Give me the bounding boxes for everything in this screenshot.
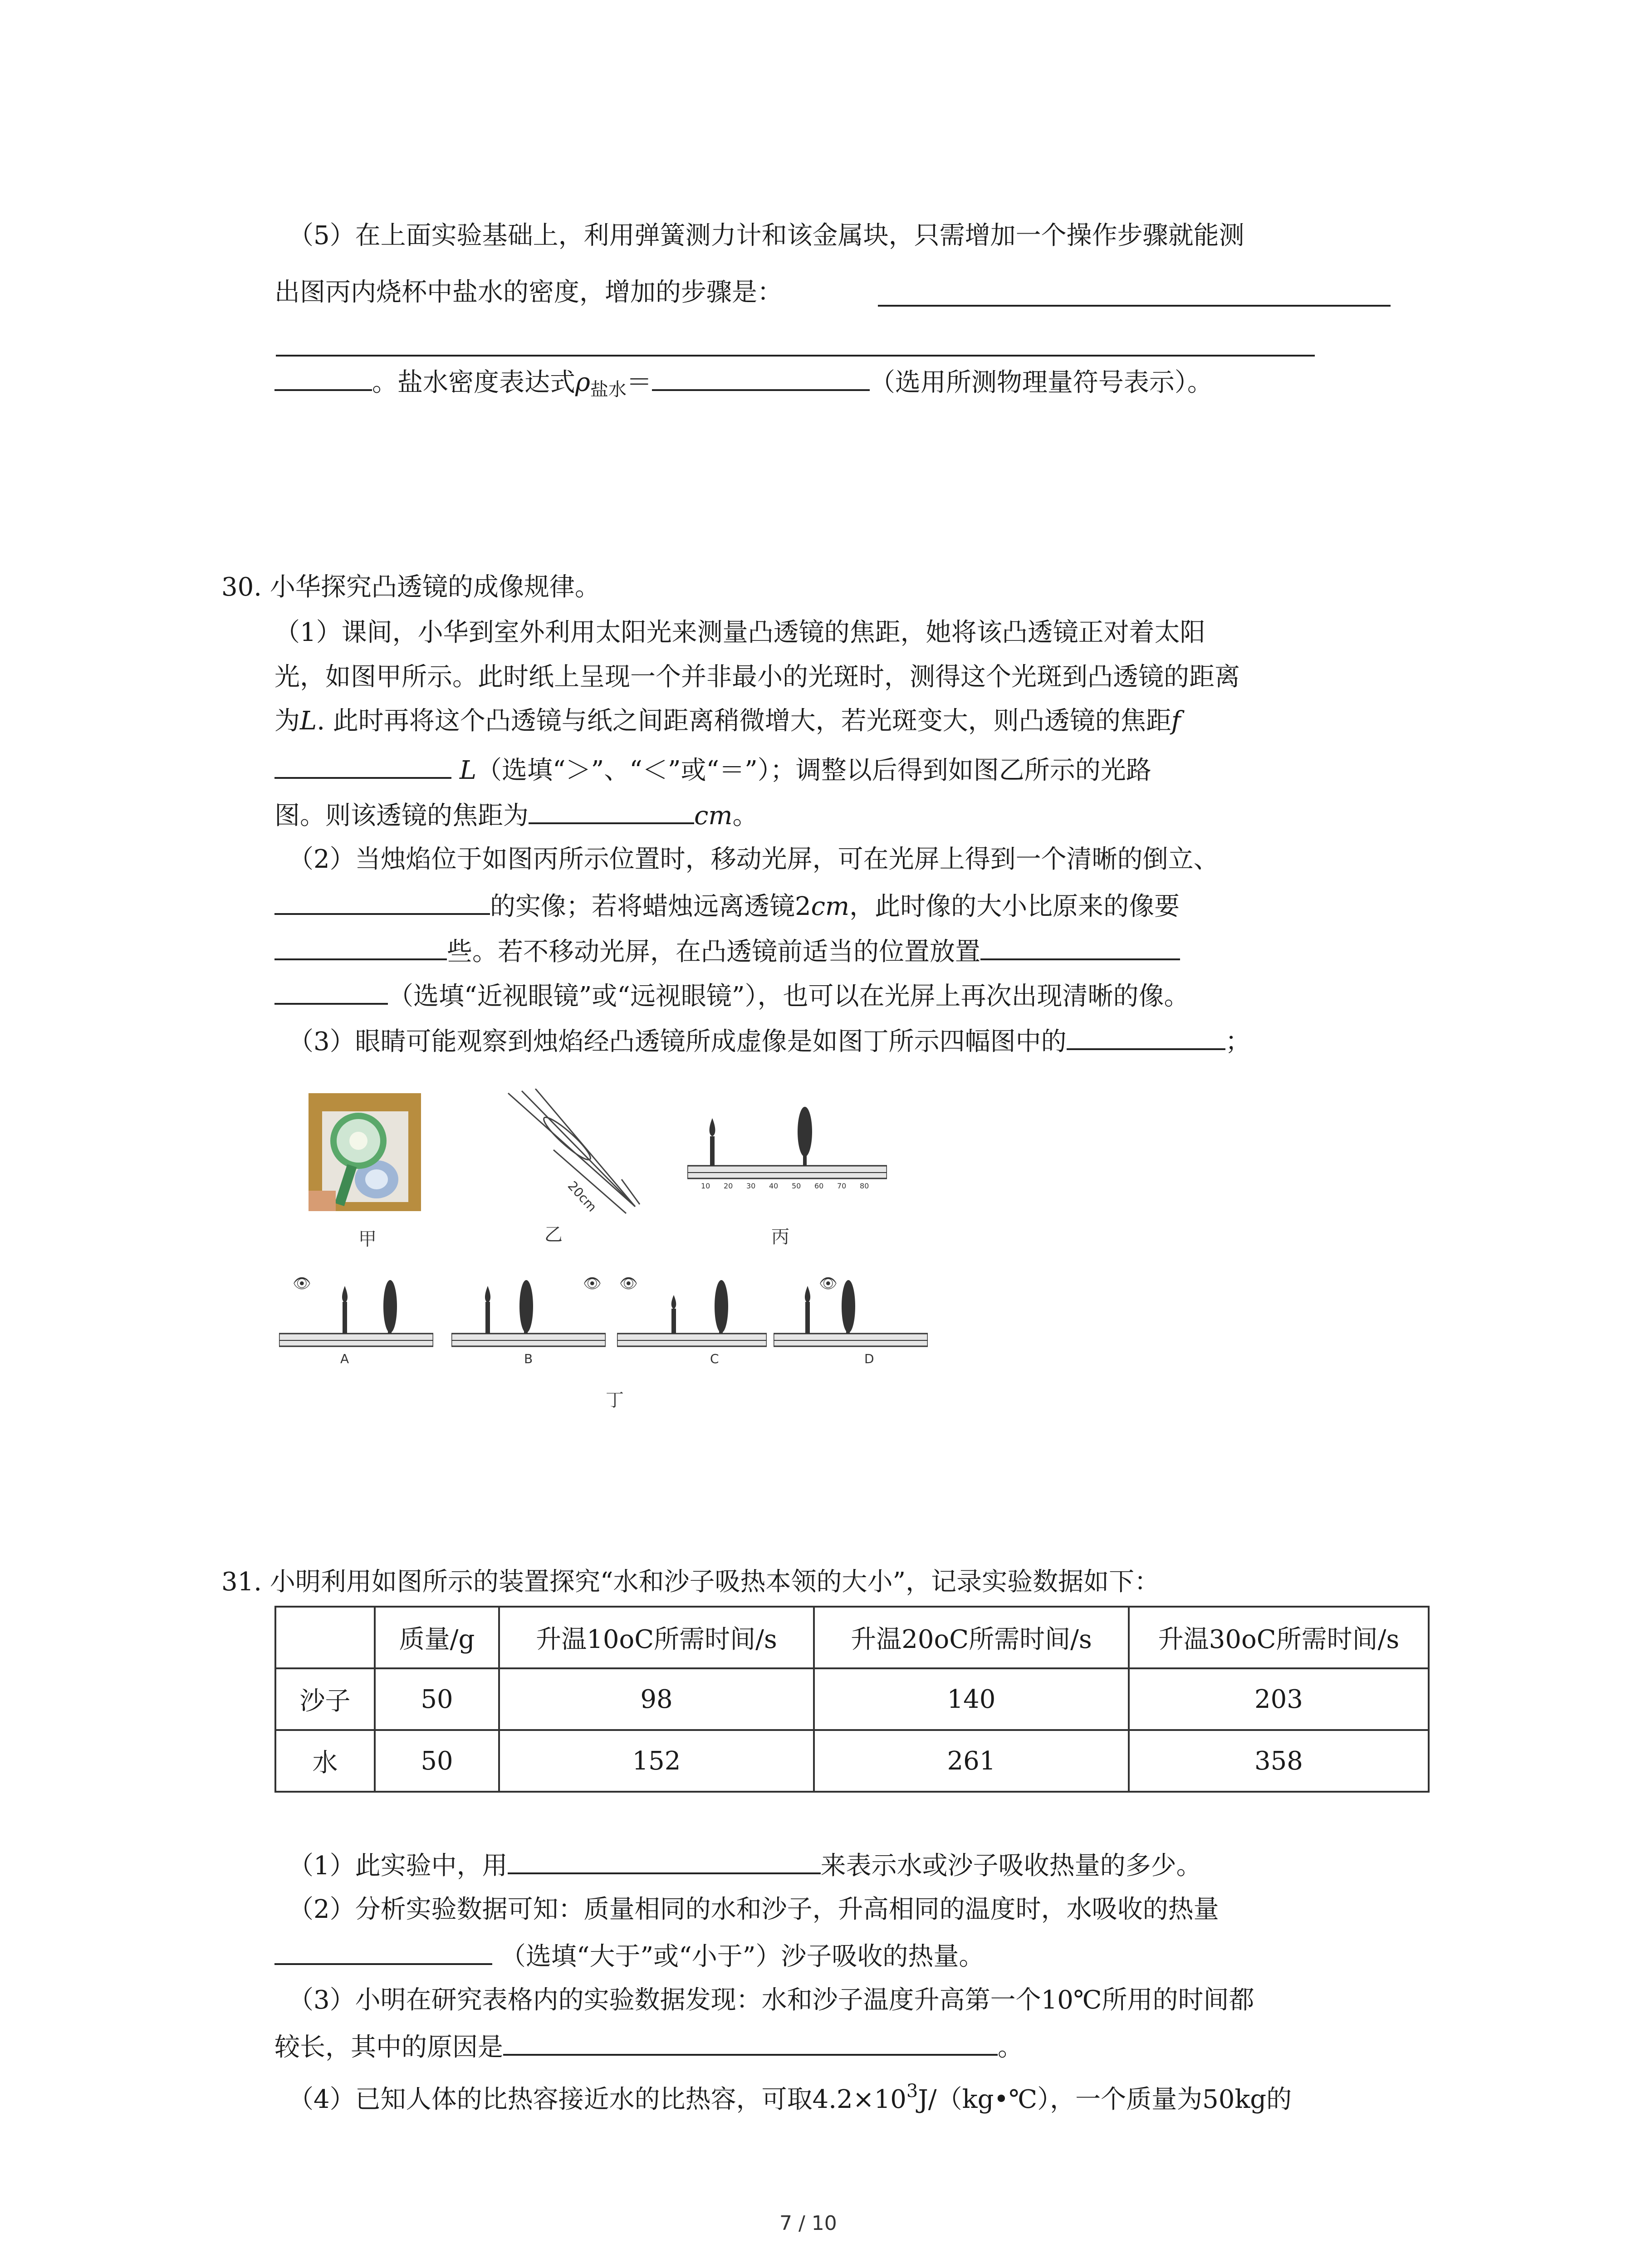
figure-ding-option-a: [279, 1266, 433, 1367]
answer-blank[interactable]: [274, 1937, 492, 1965]
q30-text: 为: [274, 706, 300, 736]
q30-p2-line1: （2）当烛焰位于如图丙所示位置时，移动光屏，可在光屏上得到一个清晰的倒立、: [288, 845, 1219, 874]
q30-p3-line1: [288, 1022, 1251, 1060]
q29-5-line1: （5）在上面实验基础上，利用弹簧测力计和该金属块，只需增加一个操作步骤就能测: [288, 221, 1244, 250]
q31-p2-line2: [274, 1937, 984, 1975]
ruler-tick-label: 50: [792, 1182, 801, 1190]
answer-blank[interactable]: [1067, 1022, 1225, 1050]
q30-p1-line1: （1）课间，小华到室外利用太阳光来测量凸透镜的焦距，她将该凸透镜正对着太阳: [274, 618, 1205, 647]
figure-ding-option-b: [451, 1266, 606, 1367]
symbol-L: L: [300, 706, 317, 736]
q30-p1-line4: [274, 751, 1151, 789]
table-cell: 358: [1129, 1730, 1429, 1792]
page-number: 7 / 10: [779, 2212, 837, 2235]
table-cell: 50: [375, 1730, 499, 1792]
answer-blank[interactable]: [878, 305, 1391, 307]
symbol-f: f: [1171, 706, 1181, 736]
lens-photo-illustration: [309, 1093, 421, 1211]
q31-p3-line1: （3）小明在研究表格内的实验数据发现：水和沙子温度升高第一个10℃所用的时间都: [288, 1985, 1254, 2015]
q30-text: ；: [1225, 1027, 1251, 1056]
q30-text: 图。则该透镜的焦距为: [274, 801, 529, 831]
table-header-cell: 升温30oC所需时间/s: [1129, 1607, 1429, 1668]
table-cell: 203: [1129, 1668, 1429, 1730]
figure-ding-option-c: [617, 1266, 767, 1367]
ruler-tick-label: 20: [724, 1182, 733, 1190]
q29-5-line3: [274, 363, 1213, 408]
table-cell: 水: [275, 1730, 375, 1792]
q30-p1-line3: [274, 703, 1181, 739]
table-cell: 50: [375, 1668, 499, 1730]
q31-text: 较长，其中的原因是: [274, 2033, 503, 2062]
answer-blank[interactable]: [503, 2028, 998, 2056]
table-row: [275, 1730, 1429, 1792]
rho-subscript: 盐水: [590, 379, 627, 400]
answer-blank[interactable]: [274, 977, 388, 1005]
q31-text: （4）已知人体的比热容接近水的比热容，可取4.2×10: [288, 2085, 906, 2114]
q31-p2-line1: （2）分析实验数据可知：质量相同的水和沙子，升高相同的温度时，水吸收的热量: [288, 1895, 1219, 1924]
table-header-cell: [275, 1607, 375, 1668]
symbol-L: L: [459, 756, 476, 785]
q29-5-text-end: （选用所测物理量符号表示）。: [869, 368, 1213, 397]
q29-5-line2-text: 出图丙内烧杯中盐水的密度，增加的步骤是：: [274, 278, 783, 307]
table-cell: 261: [814, 1730, 1129, 1792]
option-c-label: C: [710, 1351, 719, 1365]
q31-p4: [288, 2073, 1292, 2118]
answer-blank[interactable]: [980, 932, 1180, 960]
q30-p1-line2: 光，如图甲所示。此时纸上呈现一个并非最小的光斑时，测得这个光斑到凸透镜的距离: [274, 662, 1240, 692]
figure-jia-caption: 甲: [358, 1229, 377, 1250]
figure-ding-caption: 丁: [606, 1390, 624, 1411]
q31-title: 31. 小明利用如图所示的装置探究“水和沙子吸热本领的大小”，记录实验数据如下：: [221, 1567, 1160, 1597]
figure-jia-photo: [309, 1093, 421, 1211]
option-a-label: A: [340, 1351, 349, 1365]
figure-yi-ray-diagram: [499, 1089, 653, 1222]
figure-bing-optical-bench: [687, 1098, 887, 1195]
answer-blank[interactable]: [274, 932, 447, 960]
answer-blank[interactable]: [276, 355, 1315, 357]
figure-bing-caption: 丙: [771, 1227, 789, 1247]
unit-cm: cm: [694, 801, 733, 831]
unit-cm: cm: [811, 892, 850, 921]
q30-text: 。: [732, 801, 758, 831]
ruler-tick-label: 40: [769, 1182, 779, 1190]
answer-blank[interactable]: [652, 363, 870, 391]
equals-sign: ＝: [626, 368, 652, 397]
table-cell: 140: [814, 1668, 1129, 1730]
answer-blank[interactable]: [529, 796, 694, 824]
experiment-data-table: [274, 1606, 1430, 1793]
table-header-cell: 升温20oC所需时间/s: [814, 1607, 1129, 1668]
table-header-cell: 质量/g: [375, 1607, 499, 1668]
q30-p2-line4: [274, 977, 1190, 1015]
option-d-label: D: [864, 1351, 874, 1365]
ruler-tick-label: 10: [701, 1182, 710, 1190]
eye-icon: 👁: [583, 1275, 602, 1292]
q30-p2-line3: [274, 932, 1180, 970]
q30-text: （选填“近视眼镜”或“远视眼镜”），也可以在光屏上再次出现清晰的像。: [388, 982, 1190, 1011]
rho-symbol: ρ: [575, 368, 590, 397]
eye-icon: 👁: [619, 1275, 638, 1292]
eye-icon: 👁: [819, 1275, 838, 1292]
ruler-tick-label: 60: [814, 1182, 824, 1190]
q30-text: 的实像；若将蜡烛远离透镜2: [490, 892, 811, 921]
q31-text: J/（kg•℃），一个质量为50kg的: [918, 2085, 1292, 2114]
q31-p3-line2: [274, 2028, 1023, 2066]
q29-5-line2: [274, 274, 783, 311]
answer-blank[interactable]: [274, 363, 372, 391]
answer-blank[interactable]: [274, 887, 490, 915]
optical-bench-svg: [687, 1098, 887, 1193]
option-c-svg: [617, 1266, 767, 1365]
eye-icon: 👁: [293, 1275, 311, 1292]
q31-text: 来表示水或沙子吸收热量的多少。: [820, 1851, 1202, 1881]
option-b-label: B: [524, 1351, 533, 1365]
ray-diagram-svg: [499, 1089, 653, 1220]
q29-5-text: 。盐水密度表达式: [372, 368, 575, 397]
option-a-svg: [279, 1266, 433, 1365]
q30-text: . 此时再将这个凸透镜与纸之间距离稍微增大，若光斑变大，则凸透镜的焦距: [317, 706, 1171, 736]
q30-text: 些。若不移动光屏，在凸透镜前适当的位置放置: [447, 937, 980, 967]
table-header-row: [275, 1607, 1429, 1668]
table-row: [275, 1668, 1429, 1730]
q30-title: 30. 小华探究凸透镜的成像规律。: [221, 572, 600, 602]
q31-text: 。: [998, 2033, 1023, 2062]
q31-text: （选填“大于”或“小于”）沙子吸收的热量。: [500, 1942, 985, 1971]
q31-p1: [288, 1846, 1202, 1884]
q31-text: （1）此实验中，用: [288, 1851, 508, 1881]
table-cell: 沙子: [275, 1668, 375, 1730]
answer-blank[interactable]: [274, 751, 451, 779]
ruler-tick-label: 30: [746, 1182, 756, 1190]
ruler-tick-label: 70: [837, 1182, 847, 1190]
q30-p1-line5: [274, 796, 758, 834]
figure-yi-caption: 乙: [544, 1224, 563, 1245]
q30-p2-line2: [274, 887, 1180, 925]
q30-text: ，此时像的大小比原来的像要: [849, 892, 1180, 921]
exponent: 3: [906, 2081, 918, 2102]
ruler-tick-label: 80: [860, 1182, 869, 1190]
q30-text: （3）眼睛可能观察到烛焰经凸透镜所成虚像是如图丁所示四幅图中的: [288, 1027, 1067, 1056]
table-cell: 98: [499, 1668, 814, 1730]
figure-ding-option-d: [774, 1266, 928, 1367]
option-b-svg: [451, 1266, 606, 1365]
distance-label: 20cm: [564, 1178, 600, 1215]
option-d-svg: [774, 1266, 928, 1365]
table-cell: 152: [499, 1730, 814, 1792]
answer-blank[interactable]: [508, 1846, 821, 1874]
q30-text: （选填“＞”、“＜”或“＝”）；调整以后得到如图乙所示的光路: [476, 756, 1151, 785]
table-header-cell: 升温10oC所需时间/s: [499, 1607, 814, 1668]
